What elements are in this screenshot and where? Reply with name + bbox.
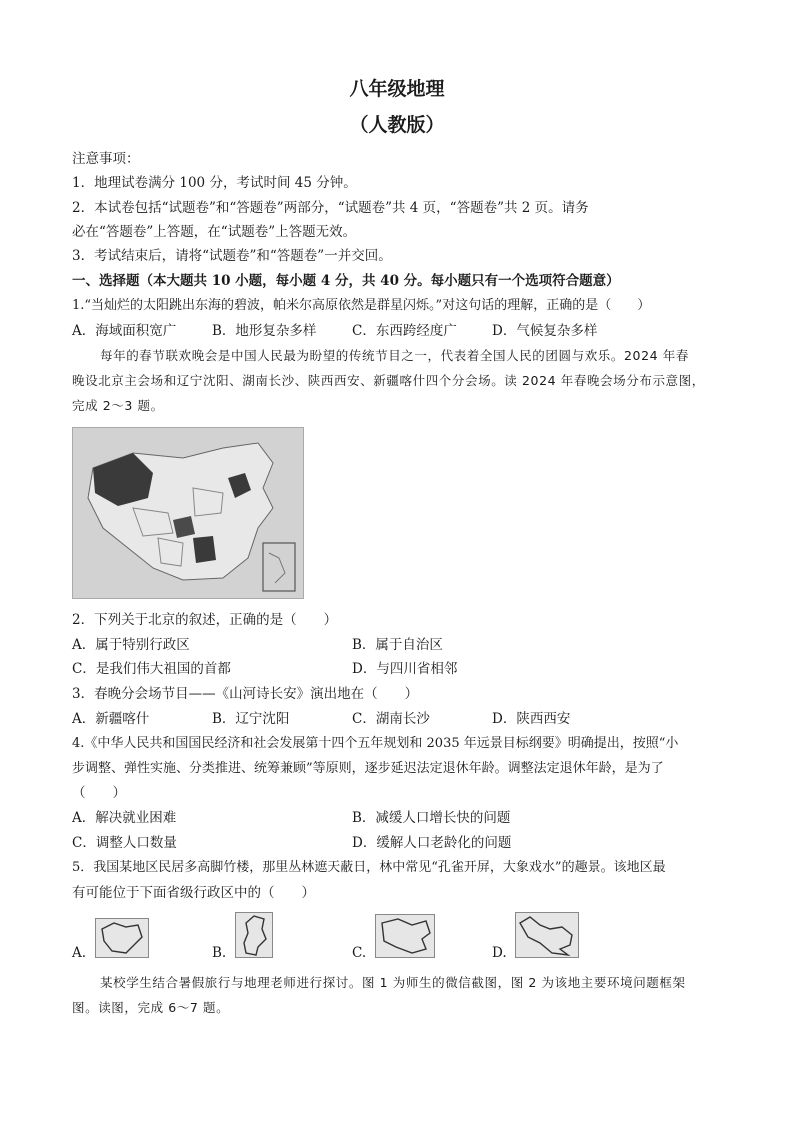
q4-option-c: C．调整人口数量: [72, 835, 177, 851]
notice-item-2: 2．本试卷包括“试题卷”和“答题卷”两部分，“试题卷”共 4 页，“答题卷”共 2 页。请务: [72, 200, 589, 216]
notice-item-1: 1．地理试卷满分 100 分，考试时间 45 分钟。: [72, 175, 357, 191]
passage-1-line-2: 晚设北京主会场和辽宁沈阳、湖南长沙、陕西西安、新疆喀什四个分会场。读 2024 年春晚会场分布示意图，: [72, 373, 705, 388]
q4-option-b: B．减缓人口增长快的问题: [352, 810, 511, 826]
page-subtitle: （人教版）: [349, 114, 445, 136]
passage-1-line-1: 每年的春节联欢晚会是中国人民最为盼望的传统节目之一，代表着全国人民的团圆与欢乐。2024 年春: [100, 348, 689, 363]
q5-option-a-label: A.: [72, 945, 87, 961]
q5-option-d-label: D.: [492, 945, 507, 961]
q5-option-b-label: B.: [212, 945, 227, 961]
section-heading: 一、选择题（本大题共 10 小题，每小题 4 分，共 40 分。每小题只有一个选项符合题意）: [72, 273, 620, 289]
china-map-icon: [73, 428, 303, 598]
q3-option-b: B．辽宁沈阳: [212, 711, 290, 727]
question-5-line-2: 有可能位于下面省级行政区中的（ ）: [72, 885, 315, 901]
q5-option-c-province-outline-icon: [375, 914, 435, 958]
question-2-stem: 2．下列关于北京的叙述，正确的是（ ）: [72, 612, 338, 628]
notice-item-3: 3．考试结束后，请将“试题卷”和“答题卷”一并交回。: [72, 248, 392, 264]
question-1-stem: 1.“当灿烂的太阳跳出东海的碧波，帕米尔高原依然是群星闪烁。”对这句话的理解，正确的是（ ）: [72, 298, 651, 313]
q1-option-b: B．地形复杂多样: [212, 323, 317, 339]
passage-2-line-2: 图。读图，完成 6～7 题。: [72, 1000, 230, 1015]
spring-festival-venue-map-image: [72, 427, 304, 599]
q2-option-b: B．属于自治区: [352, 637, 443, 653]
passage-2-line-1: 某校学生结合暑假旅行与地理老师进行探讨。图 1 为师生的微信截图，图 2 为该地主要环境问题框架: [100, 975, 686, 990]
q1-option-a: A．海域面积宽广: [72, 323, 177, 339]
question-5-line-1: 5．我国某地区民居多高脚竹楼，那里丛林遮天蔽日，林中常见“孔雀开屏，大象戏水”的趣景。该地区最: [72, 860, 666, 875]
q2-option-c: C．是我们伟大祖国的首都: [72, 661, 231, 677]
question-4-line-1: 4.《中华人民共和国国民经济和社会发展第十四个五年规划和 2035 年远景目标纲要》明确提出，按照“小: [72, 736, 679, 751]
page-title: 八年级地理: [349, 78, 445, 100]
notice-heading: 注意事项：: [72, 151, 140, 167]
question-4-line-2: 步调整、弹性实施、分类推进、统筹兼顾”等原则，逐步延迟法定退休年龄。调整法定退休年龄，是为了: [72, 761, 664, 776]
q4-option-d: D．缓解人口老龄化的问题: [352, 835, 512, 851]
notice-item-2-cont: 必在“答题卷”上答题，在“试题卷”上答题无效。: [72, 224, 357, 240]
q5-option-a-province-outline-icon: [95, 918, 149, 958]
q5-option-d-province-outline-icon: [515, 912, 579, 958]
question-3-stem: 3．春晚分会场节目——《山河诗长安》演出地在（ ）: [72, 686, 419, 702]
q5-option-b-province-outline-icon: [235, 912, 273, 958]
q3-option-a: A．新疆喀什: [72, 711, 150, 727]
question-4-line-3: （ ）: [72, 785, 126, 801]
q1-option-d: D．气候复杂多样: [492, 323, 598, 339]
q2-option-d: D．与四川省相邻: [352, 661, 458, 677]
q5-option-c-label: C.: [352, 945, 367, 961]
q3-option-c: C．湖南长沙: [352, 711, 430, 727]
q4-option-a: A．解决就业困难: [72, 810, 177, 826]
passage-1-line-3: 完成 2～3 题。: [72, 398, 164, 413]
q3-option-d: D．陕西西安: [492, 711, 571, 727]
q1-option-c: C．东西跨经度广: [352, 323, 457, 339]
q2-option-a: A．属于特别行政区: [72, 637, 190, 653]
